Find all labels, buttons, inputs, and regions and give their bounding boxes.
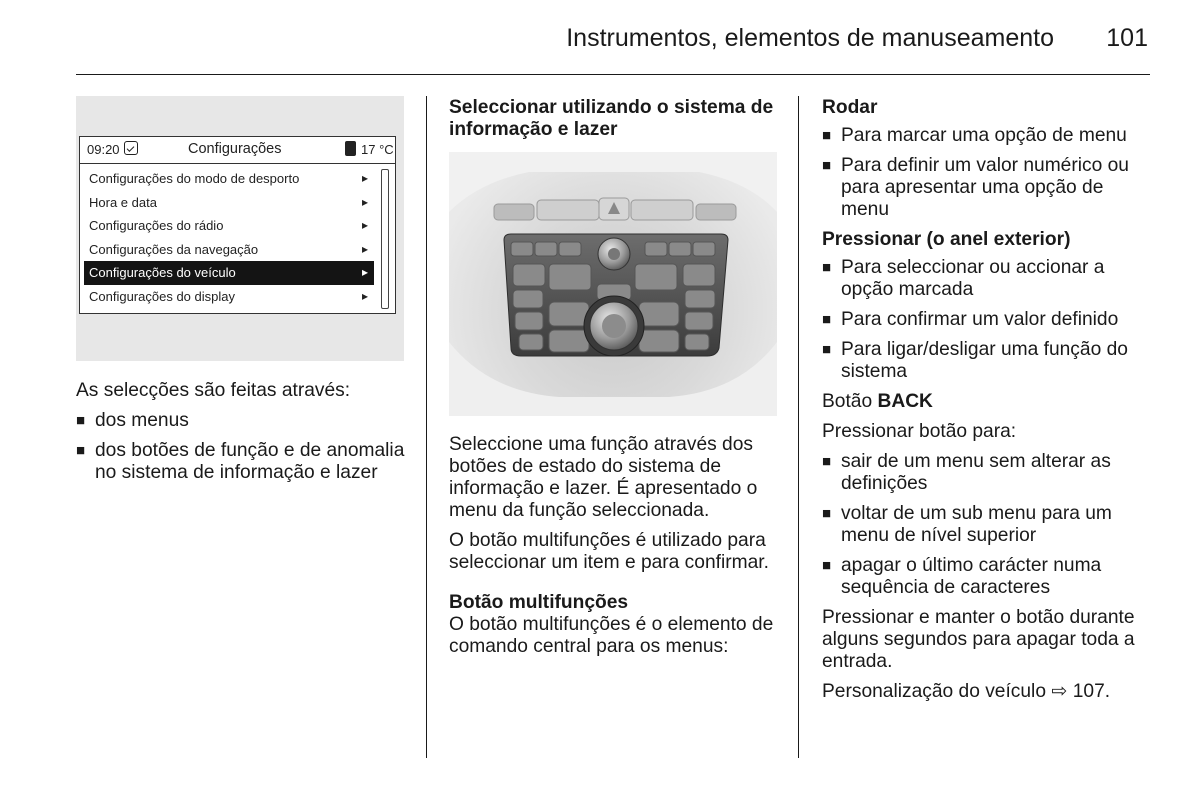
bullet-icon: ■	[822, 311, 832, 328]
bullet-icon: ■	[76, 412, 86, 429]
infotainment-console-illustration	[449, 152, 777, 416]
list-item-text: sair de um menu sem alterar as definições	[841, 451, 1111, 494]
rotate-list	[822, 125, 1152, 221]
xref-page-link[interactable]: 107.	[1067, 681, 1111, 702]
list-item	[822, 257, 1152, 301]
screen-header	[80, 137, 395, 164]
chevron-right-icon: ▸	[361, 265, 368, 279]
bullet-icon: ■	[822, 259, 832, 276]
list-item-text: dos botões de função e de anomalia no sistema de informação e lazer	[95, 440, 405, 483]
chevron-right-icon: ▸	[361, 288, 368, 303]
scrollbar[interactable]	[381, 169, 389, 309]
xref-arrow-icon[interactable]: ⇨	[1051, 681, 1068, 702]
list-item-text: Para marcar uma opção de menu	[841, 125, 1127, 146]
bullet-icon: ■	[822, 557, 832, 574]
list-item	[822, 503, 1152, 547]
heading-rotate: Rodar	[822, 97, 878, 118]
middle-column-heading-block	[449, 97, 779, 141]
list-item	[822, 125, 1152, 147]
hold-paragraph: Pressionar e manter o botão durante alguns segundos para apagar toda a entrada.	[822, 607, 1135, 672]
back-list	[822, 451, 1152, 599]
list-item-text: apagar o último carácter numa sequência de caracteres	[841, 555, 1102, 598]
screen-temperature: 17 °C	[361, 142, 394, 157]
intro-text: As selecções são feitas através:	[76, 380, 351, 401]
press-list	[822, 257, 1152, 383]
menu-item[interactable]	[84, 285, 374, 309]
header-rule	[76, 74, 1150, 75]
chevron-right-icon: ▸	[361, 241, 368, 256]
cross-reference	[822, 681, 1152, 703]
list-item-text: Para definir um valor numérico ou para apresentar uma opção de menu	[841, 155, 1129, 220]
menu-item-label: Configurações do veículo	[89, 265, 236, 280]
xref-text: Personalização do veículo	[822, 681, 1046, 702]
menu-item[interactable]	[84, 167, 374, 191]
display-screen-figure	[76, 96, 404, 361]
list-item	[822, 339, 1152, 383]
menu-item-label: Configurações da navegação	[89, 241, 259, 257]
page-number: 101	[1106, 24, 1148, 52]
paragraph: O botão multifunções é o elemento de comando central para os menus:	[449, 614, 774, 657]
list-item-text: Para seleccionar ou accionar a opção marcada	[841, 257, 1105, 300]
column-divider-left	[426, 96, 427, 758]
bullet-icon: ■	[76, 442, 86, 459]
selection-list	[76, 410, 406, 484]
screen-time: 09:20	[87, 142, 120, 157]
list-item-text: Para ligar/desligar uma função do sistema	[841, 339, 1128, 382]
paragraph: O botão multifunções é utilizado para seleccionar um item e para confirmar.	[449, 530, 769, 573]
back-prefix: Botão	[822, 391, 878, 412]
list-item	[76, 440, 406, 484]
heading-press: Pressionar (o anel exterior)	[822, 229, 1071, 250]
back-intro: Pressionar botão para:	[822, 421, 1017, 442]
menu-item-label: Configurações do display	[89, 288, 235, 304]
list-item-text: voltar de um sub menu para um menu de nível superior	[841, 503, 1112, 546]
console-photo	[449, 152, 777, 416]
thermometer-icon	[345, 141, 356, 156]
list-item-text: dos menus	[95, 410, 189, 431]
list-item	[822, 155, 1152, 221]
list-item-text: Para confirmar um valor definido	[841, 309, 1119, 330]
list-item	[822, 555, 1152, 599]
menu-item-label: Configurações do modo de desporto	[89, 171, 300, 186]
menu-item-label: Hora e data	[89, 194, 157, 210]
section-heading: Seleccionar utilizando o sistema de informação e lazer	[449, 97, 774, 140]
chevron-right-icon: ▸	[361, 171, 368, 185]
paragraph: Seleccione uma função através dos botões de estado do sistema de informação e lazer. É apresentado o menu da função seleccionada.	[449, 434, 758, 521]
menu-item-selected[interactable]	[84, 261, 374, 285]
list-item	[822, 451, 1152, 495]
chevron-right-icon: ▸	[361, 218, 368, 232]
running-header: Instrumentos, elementos de manuseamento	[566, 24, 1054, 52]
right-column	[822, 97, 1152, 711]
middle-column-body	[449, 434, 779, 666]
bullet-icon: ■	[822, 341, 832, 358]
menu-item-label: Configurações do rádio	[89, 218, 224, 233]
screen-title: Configurações	[188, 141, 282, 157]
back-button-name: BACK	[877, 391, 933, 412]
display-screen	[79, 136, 396, 314]
column-divider-right	[798, 96, 799, 758]
back-button-heading	[822, 391, 1152, 413]
left-column	[76, 380, 406, 492]
bullet-icon: ■	[822, 453, 832, 470]
menu-item[interactable]	[84, 191, 374, 215]
list-item	[76, 410, 406, 432]
menu-item[interactable]	[84, 238, 374, 262]
chevron-right-icon: ▸	[361, 194, 368, 209]
list-item	[822, 309, 1152, 331]
bullet-icon: ■	[822, 505, 832, 522]
bullet-icon: ■	[822, 157, 832, 174]
bullet-icon: ■	[822, 127, 832, 144]
menu-item[interactable]	[84, 214, 374, 238]
subheading: Botão multifunções	[449, 592, 629, 613]
clock-icon	[124, 141, 138, 155]
settings-menu-list	[84, 167, 374, 308]
